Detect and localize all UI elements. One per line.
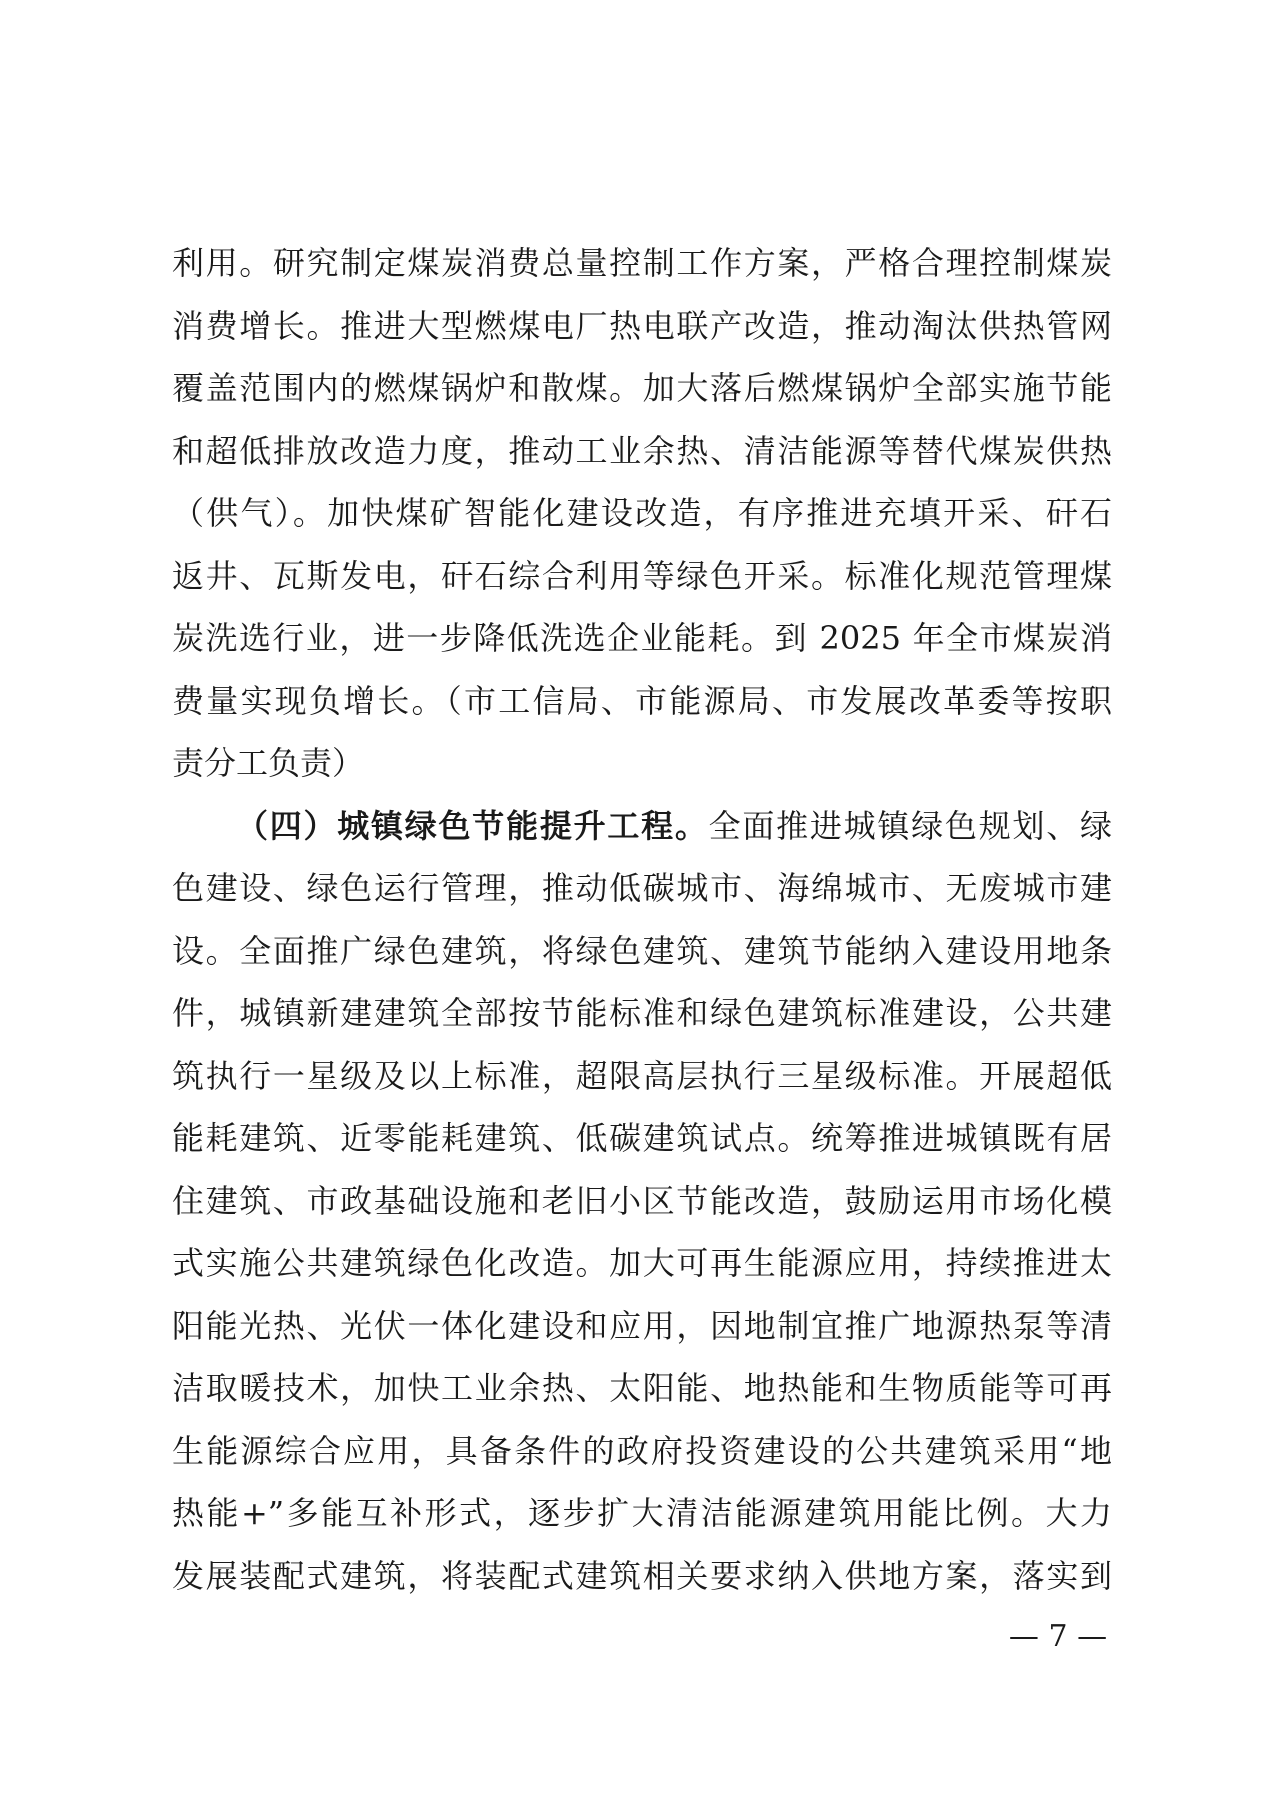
text-line: 发展装配式建筑，将装配式建筑相关要求纳入供地方案，落实到 bbox=[172, 1556, 1112, 1595]
text-line: 利用。研究制定煤炭消费总量控制工作方案，严格合理控制煤炭 bbox=[172, 244, 1112, 282]
text-line: 费量实现负增长。（市工信局、市能源局、市发展改革委等按职 bbox=[172, 681, 1112, 720]
text-line: 住建筑、市政基础设施和老旧小区节能改造，鼓励运用市场化模 bbox=[172, 1181, 1112, 1220]
section-heading: （四）城镇绿色节能提升工程。 bbox=[236, 806, 709, 845]
text-line: 返井、瓦斯发电，矸石综合利用等绿色开采。标准化规范管理煤 bbox=[172, 556, 1112, 595]
text-line: 和超低排放改造力度，推动工业余热、清洁能源等替代煤炭供热 bbox=[172, 431, 1112, 470]
body-text bbox=[172, 232, 1112, 1607]
page-number: — 7 — bbox=[1008, 1619, 1108, 1654]
text-line: 能耗建筑、近零能耗建筑、低碳建筑试点。统筹推进城镇既有居 bbox=[172, 1119, 1112, 1157]
text-line: 设。全面推广绿色建筑，将绿色建筑、建筑节能纳入建设用地条 bbox=[172, 931, 1112, 970]
text-line: 热能+”多能互补形式，逐步扩大清洁能源建筑用能比例。大力 bbox=[172, 1494, 1112, 1532]
text-line: 色建设、绿色运行管理，推动低碳城市、海绵城市、无废城市建 bbox=[172, 869, 1112, 907]
text-line: （供气）。加快煤矿智能化建设改造，有序推进充填开采、矸石 bbox=[172, 494, 1112, 532]
text-line: 式实施公共建筑绿色化改造。加大可再生能源应用，持续推进太 bbox=[172, 1244, 1112, 1282]
text-line: 消费增长。推进大型燃煤电厂热电联产改造，推动淘汰供热管网 bbox=[172, 306, 1112, 345]
text-line: 洁取暖技术，加快工业余热、太阳能、地热能和生物质能等可再 bbox=[172, 1369, 1112, 1407]
text-run: 全面推进城镇绿色规划、绿 bbox=[708, 806, 1112, 845]
paragraph-1 bbox=[172, 232, 1112, 795]
text-line: 责分工负责） bbox=[172, 744, 365, 782]
text-line: 筑执行一星级及以上标准，超限高层执行三星级标准。开展超低 bbox=[172, 1056, 1112, 1095]
text-line: 生能源综合应用，具备条件的政府投资建设的公共建筑采用“地 bbox=[172, 1431, 1112, 1470]
text-line: 覆盖范围内的燃煤锅炉和散煤。加大落后燃煤锅炉全部实施节能 bbox=[172, 369, 1112, 407]
text-line: 阳能光热、光伏一体化建设和应用，因地制宜推广地源热泵等清 bbox=[172, 1306, 1112, 1345]
text-line: 炭洗选行业，进一步降低洗选企业能耗。到 2025 年全市煤炭消 bbox=[172, 619, 1112, 657]
paragraph-2 bbox=[172, 795, 1112, 1608]
section-heading-line bbox=[172, 795, 1112, 858]
text-line: 件，城镇新建建筑全部按节能标准和绿色建筑标准建设，公共建 bbox=[172, 994, 1112, 1032]
